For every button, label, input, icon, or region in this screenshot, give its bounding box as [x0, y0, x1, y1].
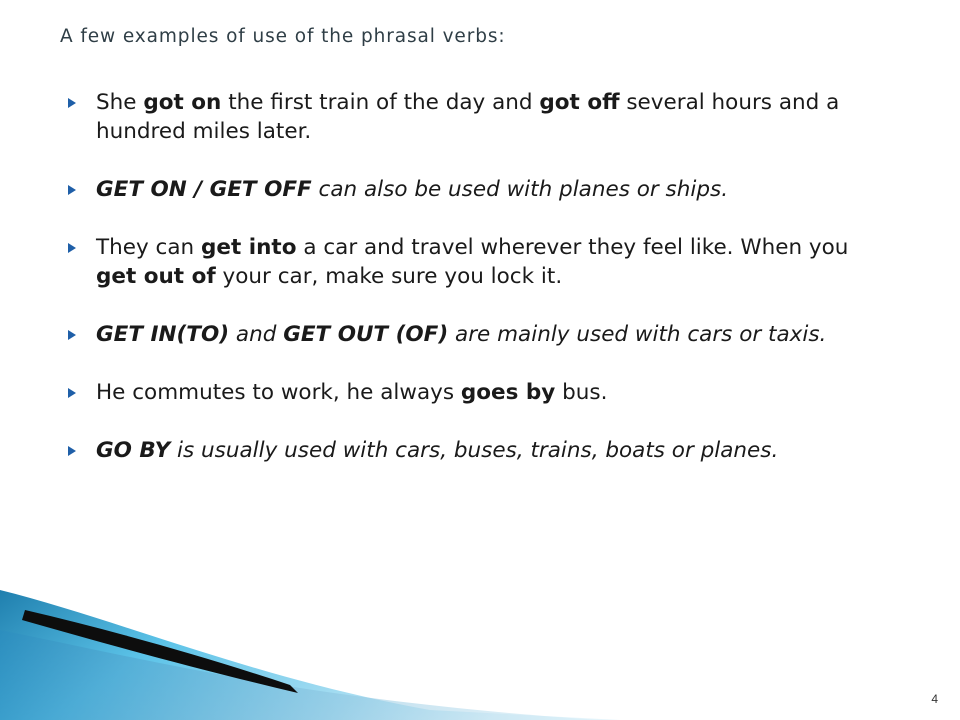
bullet-arrow-icon [68, 98, 76, 108]
bullet-text-segment: They can [96, 235, 202, 260]
bullet-keyword: get into [201, 235, 297, 260]
bullet-item [68, 378, 888, 407]
bullet-item [68, 320, 888, 349]
bullet-keyword: get out of [96, 264, 216, 289]
bullet-text [96, 322, 826, 347]
bullet-item [68, 233, 888, 291]
bullet-text-segment: a car and travel wherever they feel like. When you [296, 235, 849, 260]
bullet-keyword: GET IN(TO) [96, 322, 230, 347]
slide-title: A few examples of use of the phrasal verbs: [60, 26, 506, 47]
bullet-text [96, 235, 848, 289]
bullet-keyword: GET OUT (OF) [283, 322, 449, 347]
bullet-list [68, 88, 888, 465]
bullet-text-segment: She [96, 90, 144, 115]
bullet-keyword: goes by [460, 380, 556, 405]
bullet-arrow-icon [68, 243, 76, 253]
bullet-keyword: GO BY [96, 438, 171, 463]
bullet-text-segment: and [229, 322, 284, 347]
bullet-keyword: got on [143, 90, 222, 115]
bullet-text-segment: He commutes to work, he always [96, 380, 461, 405]
bullet-text-segment: can also be used with planes or ships. [311, 177, 729, 202]
bullet-item [68, 88, 888, 146]
bullet-text-segment: are mainly used with cars or taxis. [448, 322, 827, 347]
bullet-arrow-icon [68, 446, 76, 456]
bullet-arrow-icon [68, 185, 76, 195]
bullet-text-segment: your car, make sure you lock it. [215, 264, 563, 289]
bullet-item [68, 436, 888, 465]
bullet-item [68, 175, 888, 204]
bullet-text-segment: several hours and a hundred miles later. [96, 90, 840, 144]
page-number: 4 [931, 692, 938, 706]
bullet-text-segment: is usually used with cars, buses, trains, boats or planes. [170, 438, 779, 463]
bullet-text [96, 90, 839, 144]
bullet-keyword: got off [539, 90, 620, 115]
bullet-text-segment: the first train of the day and [221, 90, 540, 115]
bullet-keyword: GET ON / GET OFF [96, 177, 312, 202]
bullet-text [96, 177, 728, 202]
bullet-text-segment: bus. [555, 380, 608, 405]
bullet-text [96, 438, 778, 463]
corner-swoosh-decoration [0, 590, 620, 720]
bullet-text [96, 380, 607, 405]
bullet-arrow-icon [68, 330, 76, 340]
bullet-arrow-icon [68, 388, 76, 398]
